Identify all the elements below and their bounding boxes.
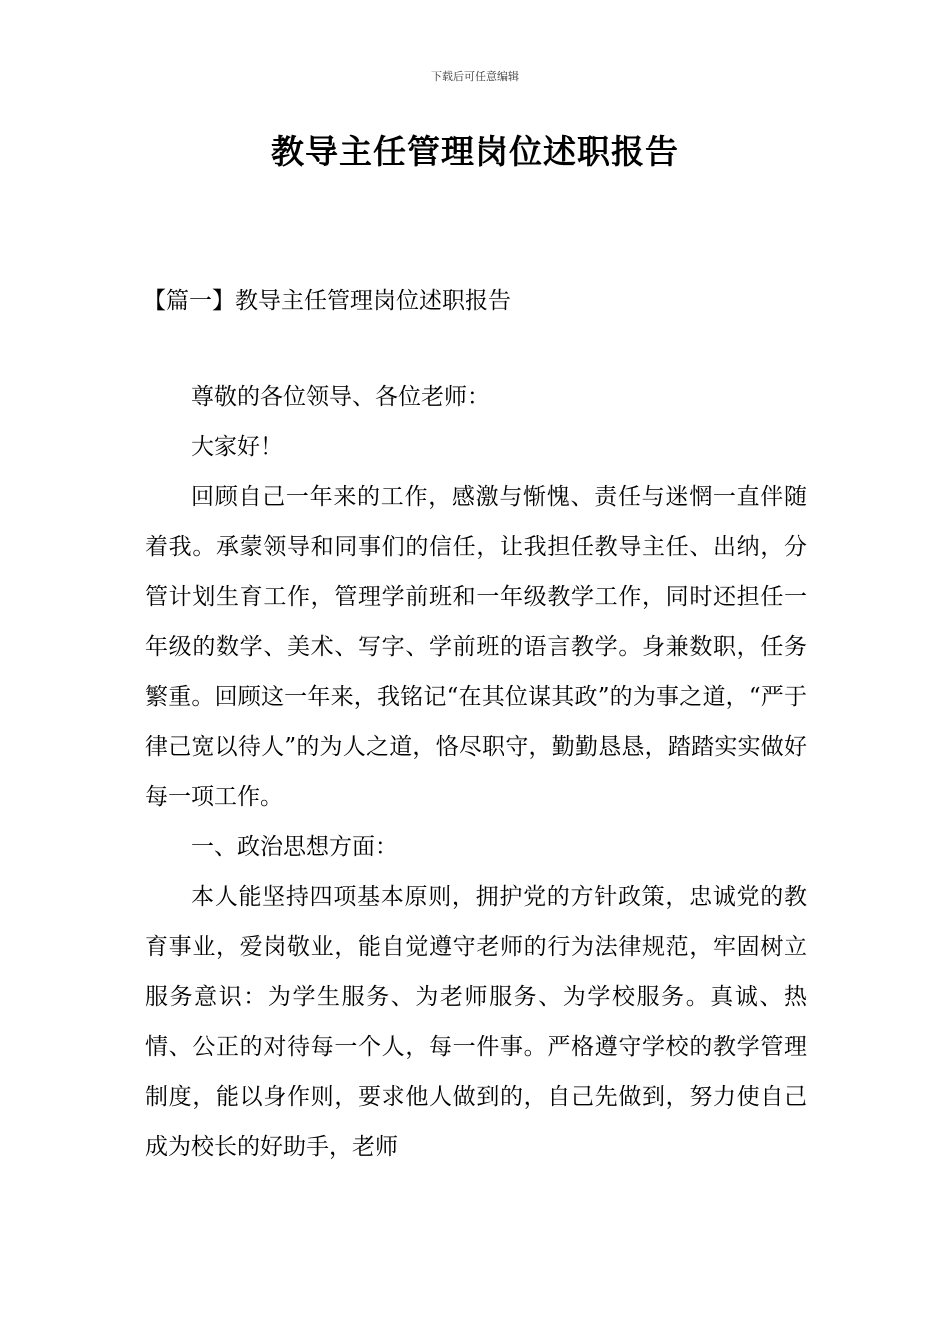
subheading-political: 一、政治思想方面： [191,834,398,860]
review-paragraph: 回顾自己一年来的工作，感激与惭愧、责任与迷惘一直伴随着我。承蒙领导和同事们的信任，让我担任教导主任、出纳，分管计划生育工作，管理学前班和一年级教学工作，同时还担任一年级的数学、美术、写字、学前班的语言教学。身兼数职，任务繁重。回顾这一年来，我铭记“在其位谋其政”的为事之道，“严于律己宽以待人”的为人之道，恪尽职守，勤勤恳恳，踏踏实实做好每一项工作。 [145,484,807,810]
section-heading: 【篇一】教导主任管理岗位述职报告 [143,288,511,314]
document-title: 教导主任管理岗位述职报告 [271,132,679,171]
header-note: 下载后可任意编辑 [431,70,519,83]
political-paragraph: 本人能坚持四项基本原则，拥护党的方针政策，忠诚党的教育事业，爱岗敬业，能自觉遵守老师的行为法律规范，牢固树立服务意识：为学生服务、为老师服务、为学校服务。真诚、热情、公正的对待每一个人，每一件事。严格遵守学校的教学管理制度，能以身作则，要求他人做到的，自己先做到，努力使自己成为校长的好助手，老师 [145,884,807,1160]
body-text [145,372,807,1172]
greeting-paragraph: 大家好！ [191,434,283,460]
salutation-paragraph: 尊敬的各位领导、各位老师： [191,384,490,410]
